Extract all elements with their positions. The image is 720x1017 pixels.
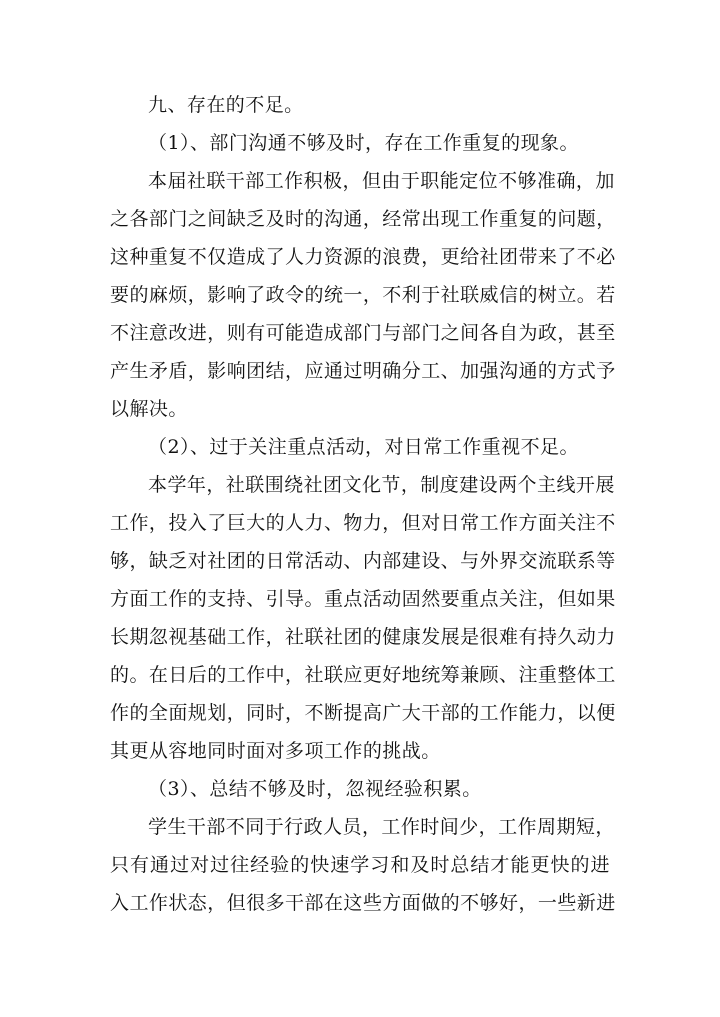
paragraph-line: 以解决。 <box>110 398 188 420</box>
item-2-heading: （2）、过于关注重点活动，对日常工作重视不足。 <box>148 436 579 458</box>
paragraph-line: 工作，投入了巨大的人力、物力，但对日常工作方面关注不 <box>110 512 616 534</box>
item-3-heading: （3）、总结不够及时，忽视经验积累。 <box>148 778 482 800</box>
paragraph-line: 够，缺乏对社团的日常活动、内部建设、与外界交流联系等 <box>110 550 616 572</box>
paragraph-line: 这种重复不仅造成了人力资源的浪费，更给社团带来了不必 <box>110 246 616 268</box>
paragraph-line: 作的全面规划，同时，不断提高广大干部的工作能力，以便 <box>110 702 616 724</box>
section-heading: 九、存在的不足。 <box>148 94 304 116</box>
paragraph-line: 的。在日后的工作中，社联应更好地统筹兼顾、注重整体工 <box>110 664 616 686</box>
paragraph-line: 产生矛盾，影响团结，应通过明确分工、加强沟通的方式予 <box>110 360 616 382</box>
paragraph-line: 入工作状态，但很多干部在这些方面做的不够好，一些新进 <box>110 892 616 914</box>
paragraph-line: 要的麻烦，影响了政令的统一，不利于社联威信的树立。若 <box>110 284 616 306</box>
paragraph-line: 之各部门之间缺乏及时的沟通，经常出现工作重复的问题， <box>110 208 616 230</box>
paragraph-line: 长期忽视基础工作，社联社团的健康发展是很难有持久动力 <box>110 626 616 648</box>
item-1-heading: （1）、部门沟通不够及时，存在工作重复的现象。 <box>148 132 579 154</box>
paragraph-line: 其更从容地同时面对多项工作的挑战。 <box>110 740 441 762</box>
paragraph-line: 方面工作的支持、引导。重点活动固然要重点关注，但如果 <box>110 588 616 610</box>
paragraph-line: 只有通过对过往经验的快速学习和及时总结才能更快的进 <box>110 854 610 876</box>
paragraph-line: 本届社联干部工作积极，但由于职能定位不够准确，加 <box>148 170 615 192</box>
paragraph-line: 不注意改进，则有可能造成部门与部门之间各自为政，甚至 <box>110 322 616 344</box>
paragraph-line: 学生干部不同于行政人员，工作时间少，工作周期短， <box>148 816 615 838</box>
paragraph-line: 本学年，社联围绕社团文化节，制度建设两个主线开展 <box>148 474 615 496</box>
